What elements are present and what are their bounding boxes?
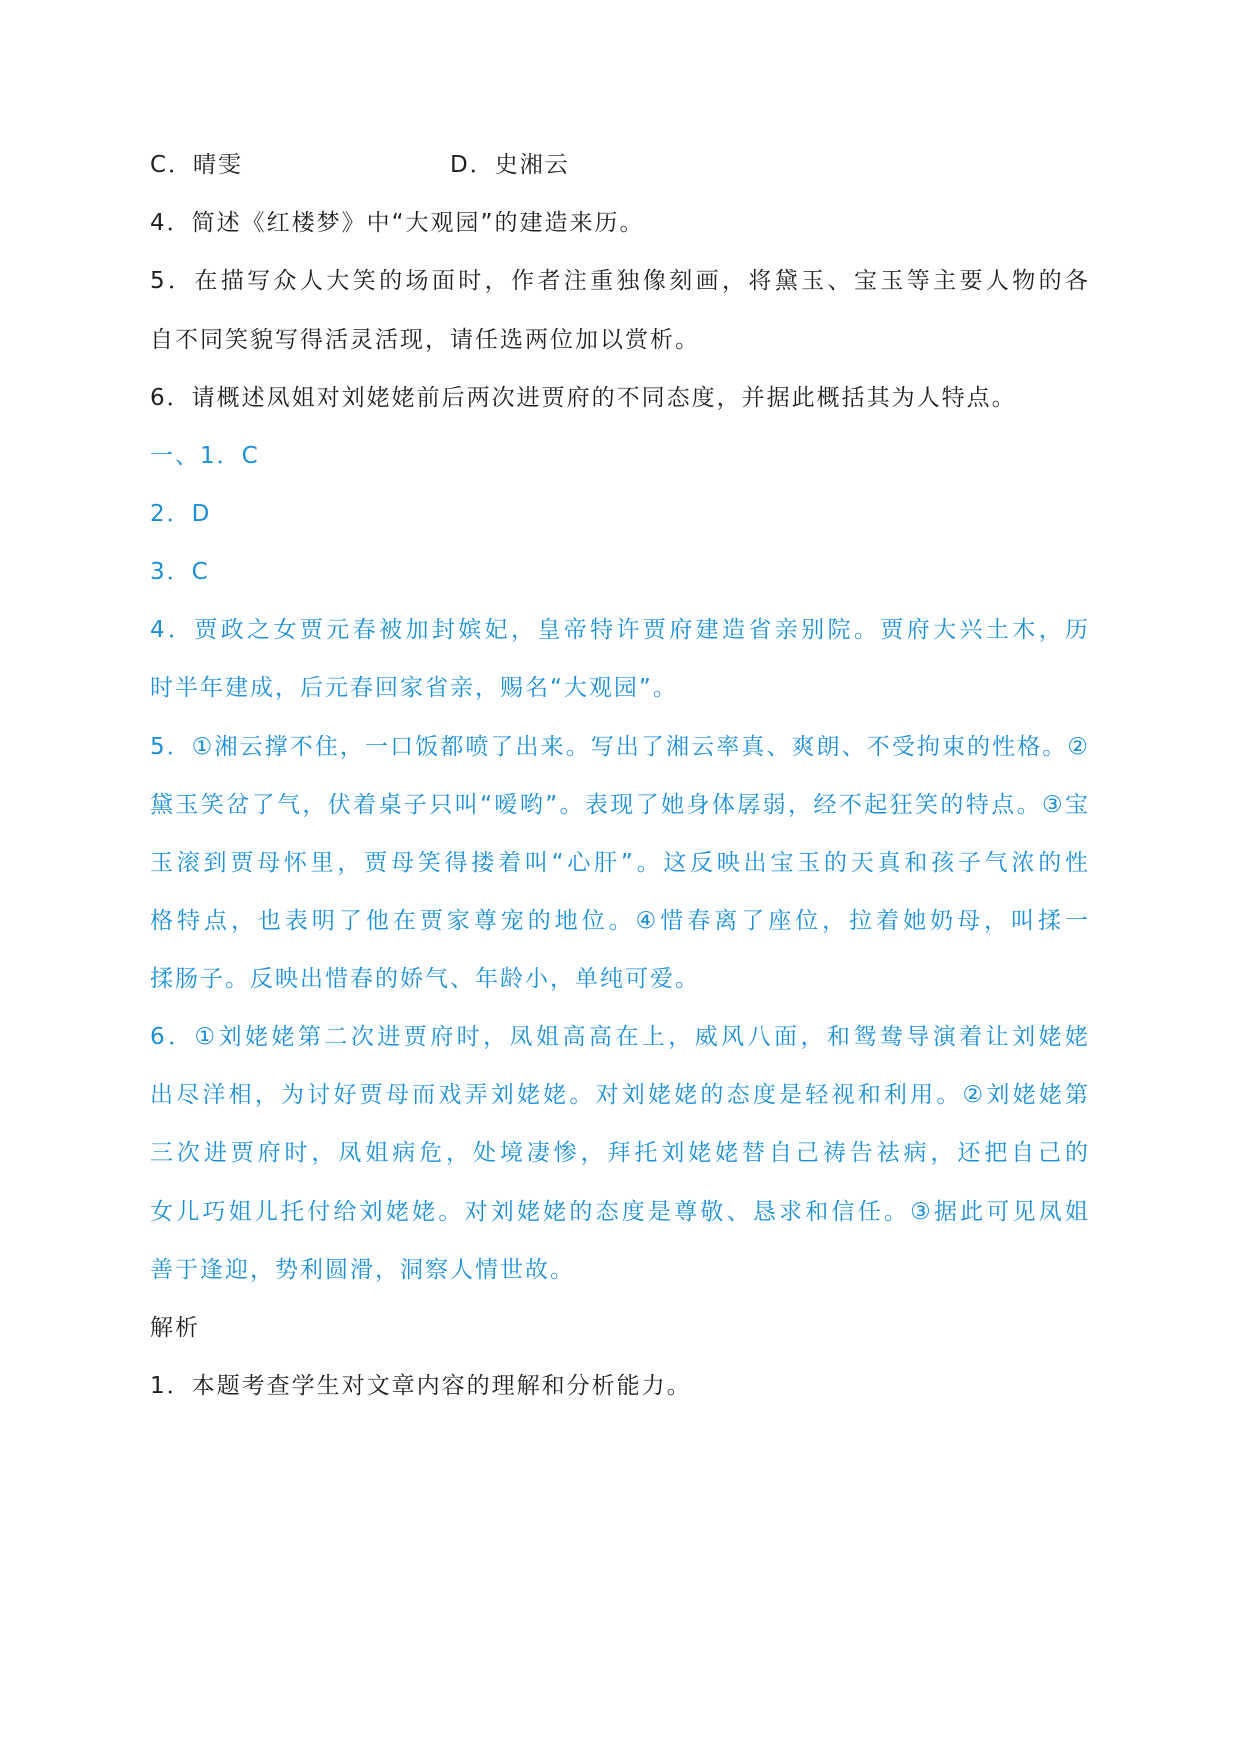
answer-5-line-4: 格特点，也表明了他在贾家尊宠的地位。④惜春离了座位，拉着她奶母，叫揉一 — [150, 908, 1090, 934]
question-5-line-2: 自不同笑貌写得活灵活现，请任选两位加以赏析。 — [150, 327, 700, 353]
answer-5-line-3: 玉滚到贾母怀里，贾母笑得搂着叫“心肝”。这反映出宝玉的天真和孩子气浓的性 — [150, 850, 1090, 876]
answer-4-line-1: 4．贾政之女贾元春被加封嫔妃，皇帝特许贾府建造省亲别院。贾府大兴土木，历 — [150, 617, 1090, 643]
answer-5-line-1: 5．①湘云撑不住，一口饭都喷了出来。写出了湘云率真、爽朗、不受拘束的性格。② — [150, 734, 1090, 760]
answer-6-line-3: 三次进贾府时，凤姐病危，处境凄惨，拜托刘姥姥替自己祷告祛病，还把自己的 — [150, 1140, 1090, 1166]
option-c: C．晴雯 — [150, 152, 244, 178]
answer-6-line-1: 6．①刘姥姥第二次进贾府时，凤姐高高在上，威风八面，和鸳鸯导演着让刘姥姥 — [150, 1024, 1090, 1050]
answer-5-line-5: 揉肠子。反映出惜春的娇气、年龄小，单纯可爱。 — [150, 966, 700, 992]
answer-6-line-2: 出尽洋相，为讨好贾母而戏弄刘姥姥。对刘姥姥的态度是轻视和利用。②刘姥姥第 — [150, 1082, 1090, 1108]
options-row — [150, 150, 570, 180]
answer-2: 2．D — [150, 501, 212, 527]
answer-6-line-4: 女儿巧姐儿托付给刘姥姥。对刘姥姥的态度是尊敬、恳求和信任。③据此可见凤姐 — [150, 1199, 1090, 1225]
analysis-item-1: 1．本题考查学生对文章内容的理解和分析能力。 — [150, 1373, 692, 1399]
answer-1: 一、1．C — [150, 443, 260, 469]
answer-6-line-5: 善于逢迎，势利圆滑，洞察人情世故。 — [150, 1257, 575, 1283]
analysis-heading: 解析 — [150, 1315, 200, 1341]
question-6: 6．请概述凤姐对刘姥姥前后两次进贾府的不同态度，并据此概括其为人特点。 — [150, 385, 1017, 411]
option-d: D．史湘云 — [450, 152, 570, 178]
question-4: 4．简述《红楼梦》中“大观园”的建造来历。 — [150, 210, 645, 236]
answer-5-line-2: 黛玉笑岔了气，伏着桌子只叫“嗳哟”。表现了她身体孱弱，经不起狂笑的特点。③宝 — [150, 792, 1090, 818]
answer-4-line-2: 时半年建成，后元春回家省亲，赐名“大观园”。 — [150, 675, 678, 701]
answer-3: 3．C — [150, 559, 210, 585]
question-5-line-1: 5．在描写众人大笑的场面时，作者注重独像刻画，将黛玉、宝玉等主要人物的各 — [150, 268, 1090, 294]
